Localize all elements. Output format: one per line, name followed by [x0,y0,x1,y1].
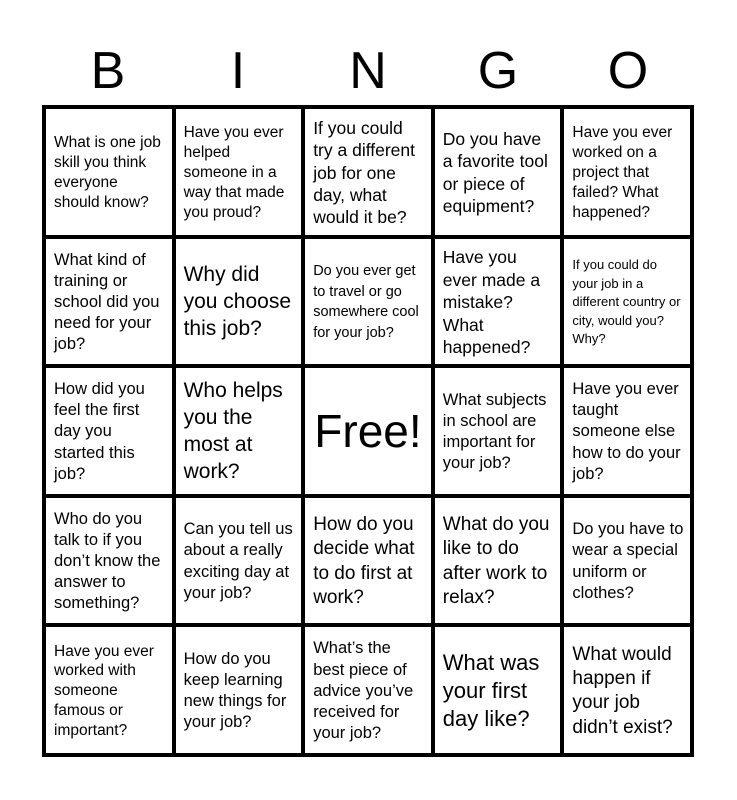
bingo-cell[interactable] [433,496,563,626]
cell-text: What would happen if your job didn’t exist? [572,643,673,738]
cell-text: What do you like to do after work to relax? [442,513,550,608]
cell-text: What is one job skill you think everyone should know? [54,134,161,211]
bingo-cell[interactable] [174,496,304,626]
cell-text: How do you keep learning new things for your job? [183,649,287,732]
bingo-cell[interactable] [174,107,304,237]
cell-text: Why did you choose this job? [183,263,292,340]
cell-text: Can you tell us about a really exciting day at your job? [183,520,293,602]
cell-text: Have you ever taught someone else how to do your job? [572,380,681,483]
cell-text: How did you feel the first day you started this job? [54,380,145,483]
cell-text: Have you ever helped someone in a way that made you proud? [183,124,285,221]
cell-text: How do you decide what to do first at work? [313,513,415,608]
free-space-label: Free! [314,404,422,457]
free-space-cell[interactable] [303,366,433,496]
header-letter-o: O [607,42,649,100]
bingo-header [43,36,693,106]
cell-text: If you could try a different job for one day, what would it be? [313,117,416,228]
bingo-cell[interactable] [303,625,433,755]
bingo-cell[interactable] [174,625,304,755]
header-letter-i: I [230,42,246,100]
bingo-cell[interactable] [433,366,563,496]
bingo-cell[interactable] [562,625,692,755]
bingo-cell[interactable] [562,237,692,367]
header-letter-n: N [349,42,387,100]
header-letter-g: G [477,42,519,100]
cell-text: Have you ever worked on a project that failed? What happened? [572,124,673,221]
cell-text: Do you have to wear a special uniform or clothes? [572,520,684,602]
bingo-cell[interactable] [562,496,692,626]
bingo-cell[interactable] [44,625,174,755]
cell-text: Have you ever made a mistake? What happened? [442,247,541,357]
bingo-cell[interactable] [303,107,433,237]
bingo-cell[interactable] [44,107,174,237]
bingo-cell[interactable] [44,366,174,496]
cell-text: Who helps you the most at work? [183,379,283,483]
bingo-cell[interactable] [433,237,563,367]
cell-text: What subjects in school are important for your job? [442,390,547,473]
cell-text: What’s the best piece of advice you’ve received for your job? [313,639,414,742]
bingo-cell[interactable] [562,107,692,237]
header-letter-b: B [90,42,126,100]
cell-text: Have you ever worked with someone famous or important? [54,642,154,739]
bingo-cell[interactable] [174,366,304,496]
cell-text: Who do you talk to if you don’t know the answer to something? [54,509,161,613]
bingo-cell[interactable] [562,366,692,496]
bingo-cell[interactable] [174,237,304,367]
cell-text: Do you have a favorite tool or piece of equipment? [442,129,548,217]
bingo-board [42,105,694,757]
cell-text: What kind of training or school did you need for your job? [54,250,160,354]
cell-text: What was your first day like? [442,649,540,732]
bingo-cell[interactable] [44,237,174,367]
cell-text: Do you ever get to travel or go somewhere cool for your job? [313,263,419,341]
bingo-cell[interactable] [44,496,174,626]
cell-text: If you could do your job in a different country or city, would you? Why? [572,257,681,347]
bingo-cell[interactable] [303,496,433,626]
bingo-cell[interactable] [433,625,563,755]
bingo-cell[interactable] [303,237,433,367]
bingo-cell[interactable] [433,107,563,237]
